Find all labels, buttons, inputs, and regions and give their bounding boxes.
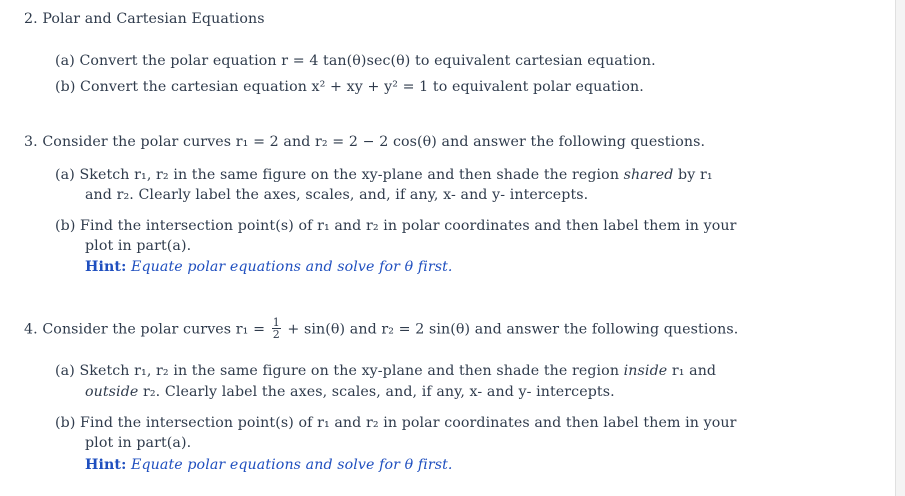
q4-heading-tail: + sin(θ) and r₂ = 2 sin(θ) and answer the following questions. — [287, 321, 739, 338]
q4-fraction — [272, 317, 281, 340]
q3-part-a-text: (a) Sketch r₁, r₂ in the same figure on the xy-plane and then shade the region — [55, 167, 624, 183]
q3-part-b-line1: (b) Find the intersection point(s) of r₁ and r₂ in polar coordinates and then label them in your — [55, 218, 737, 234]
q4-part-b-line1: (b) Find the intersection point(s) of r₁ and r₂ in polar coordinates and then label them in your — [55, 415, 737, 431]
scrollbar-track[interactable] — [895, 0, 905, 496]
q3-part-a-line1 — [55, 166, 713, 184]
q4-part-a-emphasis-2: outside — [85, 384, 139, 400]
q4-part-a-line2 — [85, 383, 615, 401]
q4-hint-label: Hint: — [85, 457, 127, 473]
q4-hint — [85, 456, 453, 474]
q4-fraction-denominator: 2 — [272, 328, 280, 341]
q3-part-a-tail: by r₁ — [673, 167, 713, 183]
q3-part-a-emphasis: shared — [623, 167, 674, 183]
q2-part-b: (b) Convert the cartesian equation x² + xy + y² = 1 to equivalent polar equation. — [55, 79, 644, 95]
q4-heading — [24, 318, 738, 341]
q4-heading-text: 4. Consider the polar curves r₁ = — [24, 321, 266, 338]
q4-part-a-tail: r₁ and — [667, 363, 717, 379]
q4-part-b-line2: plot in part(a). — [85, 435, 192, 451]
q2-part-a: (a) Convert the polar equation r = 4 tan(θ)sec(θ) to equivalent cartesian equation. — [55, 53, 656, 69]
q4-part-a-line1 — [55, 362, 716, 380]
q2-heading: 2. Polar and Cartesian Equations — [24, 11, 265, 27]
q3-part-b-line2: plot in part(a). — [85, 238, 192, 254]
q4-part-a-emphasis: inside — [623, 363, 668, 379]
q4-part-a-line2-text: r₂. Clearly label the axes, scales, and, if any, x- and y- intercepts. — [138, 384, 615, 400]
q4-fraction-numerator: 1 — [272, 316, 280, 329]
q3-heading: 3. Consider the polar curves r₁ = 2 and r₂ = 2 − 2 cos(θ) and answer the following questions. — [24, 134, 706, 150]
q4-hint-text: Equate polar equations and solve for θ first. — [131, 457, 453, 473]
q3-hint — [85, 258, 453, 276]
q3-hint-text: Equate polar equations and solve for θ first. — [131, 259, 453, 275]
q3-hint-label: Hint: — [85, 259, 127, 275]
q3-part-a-line2: and r₂. Clearly label the axes, scales, and, if any, x- and y- intercepts. — [85, 187, 589, 203]
q4-part-a-text: (a) Sketch r₁, r₂ in the same figure on the xy-plane and then shade the region — [55, 363, 624, 379]
